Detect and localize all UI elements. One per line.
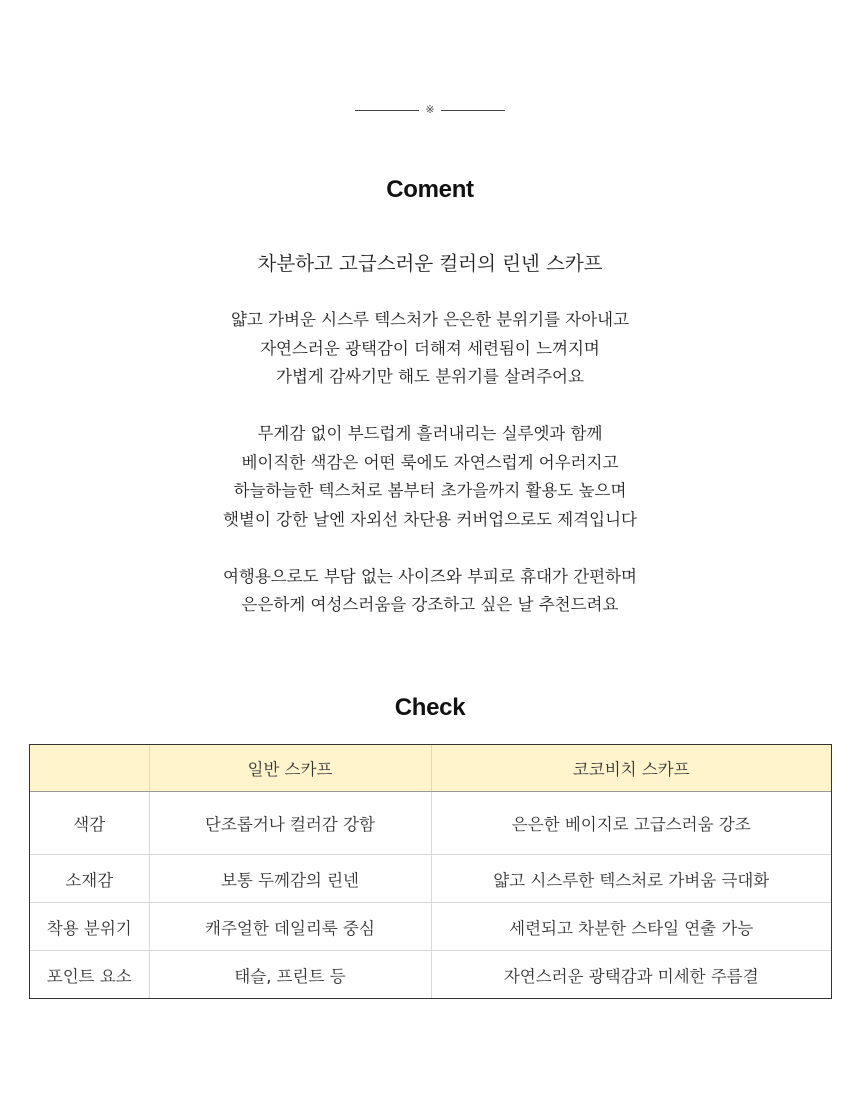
description-line: 여행용으로도 부담 없는 사이즈와 부피로 휴대가 간편하며 [222, 566, 637, 586]
description-line: 베이직한 색감은 어떤 룩에도 자연스럽게 어우러지고 [241, 452, 619, 472]
table-row [30, 855, 831, 903]
description-line: 하늘하늘한 텍스처로 봄부터 초가을까지 활용도 높으며 [233, 481, 627, 500]
check-heading: Check [394, 694, 466, 721]
comparison-table [30, 745, 831, 998]
cocobeach-scarf-cell: 은은한 베이지로 고급스러움 강조 [431, 792, 831, 855]
description-line: 은은하게 여성스러움을 강조하고 싶은 날 추천드려요 [241, 595, 619, 614]
description-line: 무게감 없이 부드럽게 흘러내리는 실루엣과 함께 [257, 424, 603, 443]
description-line: 햇볕이 강한 날엔 자외선 차단용 커버업으로도 제격입니다 [222, 509, 637, 529]
table-row [30, 951, 831, 999]
divider-line-left [355, 110, 419, 111]
row-label: 소재감 [30, 855, 149, 903]
description-paragraph [0, 306, 860, 392]
table-header-row [30, 745, 831, 792]
description-block [0, 306, 860, 648]
section-divider [0, 103, 860, 117]
row-label: 포인트 요소 [30, 951, 149, 999]
description-line: 가볍게 감싸기만 해도 분위기를 살려주어요 [276, 367, 584, 386]
row-label: 착용 분위기 [30, 903, 149, 951]
regular-scarf-cell: 캐주얼한 데일리룩 중심 [149, 903, 431, 951]
row-label: 색감 [30, 792, 149, 855]
coment-heading: Coment [386, 176, 474, 203]
divider-line-right [441, 110, 505, 111]
cocobeach-scarf-cell: 얇고 시스루한 텍스처로 가벼움 극대화 [431, 855, 831, 903]
regular-scarf-cell: 태슬, 프린트 등 [149, 951, 431, 999]
header-cell-empty [30, 745, 149, 792]
cocobeach-scarf-cell: 자연스러운 광택감과 미세한 주름결 [431, 951, 831, 999]
description-line: 얇고 가벼운 시스루 텍스처가 은은한 분위기를 자아내고 [230, 310, 630, 329]
product-subtitle: 차분하고 고급스러운 컬러의 린넨 스카프 [257, 252, 603, 275]
description-paragraph [0, 420, 860, 534]
description-line: 자연스러운 광택감이 더해져 세련됨이 느껴지며 [260, 338, 600, 358]
regular-scarf-cell: 단조롭거나 컬러감 강함 [149, 792, 431, 855]
header-cell-regular-scarf: 일반 스카프 [149, 745, 431, 792]
regular-scarf-cell: 보통 두께감의 린넨 [149, 855, 431, 903]
asterisk-ornament-icon: ※ [425, 103, 435, 116]
description-paragraph [0, 563, 860, 620]
cocobeach-scarf-cell: 세련되고 차분한 스타일 연출 가능 [431, 903, 831, 951]
table-row [30, 903, 831, 951]
header-cell-cocobeach-scarf: 코코비치 스카프 [431, 745, 831, 792]
table-row [30, 792, 831, 855]
